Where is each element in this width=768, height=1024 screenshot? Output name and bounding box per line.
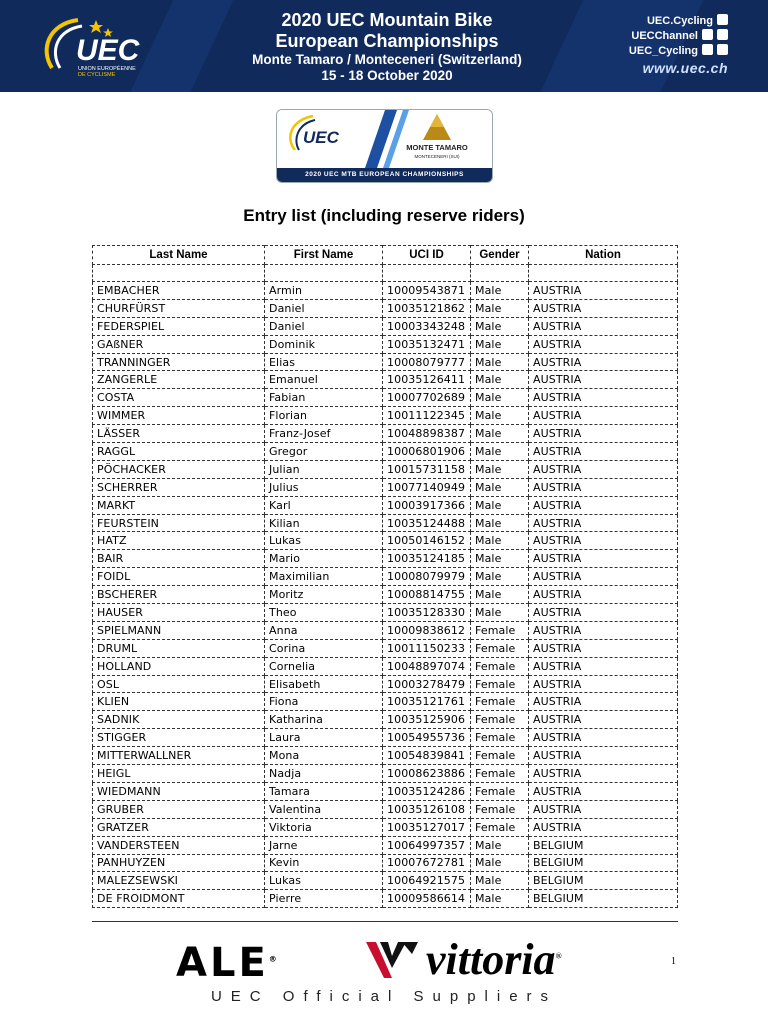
cell-nation: AUSTRIA (529, 443, 678, 461)
cell-uci-id: 10008079777 (383, 353, 471, 371)
cell-first-name: Lukas (265, 872, 383, 890)
cell-last-name: GAßNER (93, 335, 265, 353)
cell-nation: AUSTRIA (529, 371, 678, 389)
cell-first-name: Fabian (265, 389, 383, 407)
cell-nation: AUSTRIA (529, 425, 678, 443)
cell-nation: AUSTRIA (529, 496, 678, 514)
table-row (93, 407, 678, 425)
cell-last-name: BSCHERER (93, 586, 265, 604)
cell-first-name: Katharina (265, 711, 383, 729)
sponsor-ale-logo: ALE® (176, 940, 280, 986)
cell-last-name: WIEDMANN (93, 782, 265, 800)
page-title: Entry list (including reserve riders) (243, 206, 525, 225)
cell-uci-id: 10006801906 (383, 443, 471, 461)
cell-uci-id: 10035124185 (383, 550, 471, 568)
cell-nation: AUSTRIA (529, 389, 678, 407)
event-dates: 15 - 18 October 2020 (321, 68, 453, 83)
cell-gender: Female (471, 818, 529, 836)
event-title-line2: European Championships (275, 31, 499, 51)
cell-last-name: PÖCHACKER (93, 460, 265, 478)
cell-uci-id: 10009586614 (383, 890, 471, 908)
instagram-icon (717, 44, 728, 55)
cell-gender: Female (471, 800, 529, 818)
table-row (93, 514, 678, 532)
cell-nation: AUSTRIA (529, 604, 678, 622)
cell-last-name: LÄSSER (93, 425, 265, 443)
table-row (93, 782, 678, 800)
cell-last-name: ZANGERLE (93, 371, 265, 389)
cell-last-name: SPIELMANN (93, 621, 265, 639)
table-row (93, 639, 678, 657)
cell-uci-id: 10009543871 (383, 282, 471, 300)
cell-gender: Male (471, 872, 529, 890)
sponsor-vittoria-logo: vittoria® (426, 935, 562, 984)
event-logo (276, 109, 493, 183)
table-row (93, 586, 678, 604)
cell-gender: Male (471, 371, 529, 389)
cell-gender: Male (471, 353, 529, 371)
cell-nation: BELGIUM (529, 836, 678, 854)
cell-first-name: Mona (265, 747, 383, 765)
cell-uci-id: 10007702689 (383, 389, 471, 407)
table-row (93, 550, 678, 568)
event-heading (222, 10, 552, 84)
cell-last-name: SADNIK (93, 711, 265, 729)
cell-last-name: WIMMER (93, 407, 265, 425)
event-logo-banner: 2020 UEC MTB EUROPEAN CHAMPIONSHIPS (277, 168, 492, 182)
cell-uci-id: 10035121862 (383, 299, 471, 317)
cell-last-name: VANDERSTEEN (93, 836, 265, 854)
uec-logo-sub1: UNION EUROPÉENNE (78, 66, 136, 72)
cell-first-name: Jarne (265, 836, 383, 854)
cell-nation: AUSTRIA (529, 675, 678, 693)
cell-gender: Male (471, 604, 529, 622)
cell-gender: Female (471, 729, 529, 747)
cell-last-name: TRANNINGER (93, 353, 265, 371)
table-row (93, 729, 678, 747)
cell-gender: Male (471, 282, 529, 300)
cell-gender: Male (471, 443, 529, 461)
cell-first-name: Julian (265, 460, 383, 478)
page-number: 1 (671, 956, 676, 967)
twitter-icon (702, 44, 713, 55)
cell-gender: Female (471, 747, 529, 765)
cell-gender: Male (471, 425, 529, 443)
cell-last-name: RAGGL (93, 443, 265, 461)
table-row (93, 836, 678, 854)
cell-first-name: Laura (265, 729, 383, 747)
cell-last-name: HAUSER (93, 604, 265, 622)
cell-first-name: Moritz (265, 586, 383, 604)
cell-nation: AUSTRIA (529, 532, 678, 550)
cell-first-name: Maximilian (265, 568, 383, 586)
cell-first-name: Anna (265, 621, 383, 639)
cell-uci-id: 10035127017 (383, 818, 471, 836)
cell-last-name: GRATZER (93, 818, 265, 836)
cell-nation: AUSTRIA (529, 729, 678, 747)
cell-uci-id: 10035126411 (383, 371, 471, 389)
cell-first-name: Daniel (265, 299, 383, 317)
cell-last-name: MITTERWALLNER (93, 747, 265, 765)
cell-nation: AUSTRIA (529, 747, 678, 765)
cell-last-name: COSTA (93, 389, 265, 407)
cell-gender: Female (471, 675, 529, 693)
cell-first-name: Daniel (265, 317, 383, 335)
cell-first-name: Kilian (265, 514, 383, 532)
cell-uci-id: 10048898387 (383, 425, 471, 443)
suppliers-tagline: UEC Official Suppliers (210, 988, 558, 1005)
cell-first-name: Lukas (265, 532, 383, 550)
cell-nation: AUSTRIA (529, 818, 678, 836)
cell-gender: Male (471, 407, 529, 425)
cell-uci-id: 10035128330 (383, 604, 471, 622)
uec-logo (38, 14, 178, 80)
cell-first-name: Fiona (265, 693, 383, 711)
cell-nation: AUSTRIA (529, 407, 678, 425)
facebook-link[interactable]: UEC.Cycling (629, 14, 728, 29)
cell-last-name: HEIGL (93, 765, 265, 783)
table-row (93, 568, 678, 586)
cell-nation: BELGIUM (529, 890, 678, 908)
cell-first-name: Julius (265, 478, 383, 496)
table-row (93, 389, 678, 407)
cell-gender: Male (471, 550, 529, 568)
social-links (629, 14, 728, 76)
event-logo-place: MONTECENERI (SUI) (414, 154, 460, 159)
cell-uci-id: 10015731158 (383, 460, 471, 478)
cell-first-name: Pierre (265, 890, 383, 908)
table-row (93, 317, 678, 335)
cell-last-name: SCHERRER (93, 478, 265, 496)
instagram-icon (717, 29, 728, 40)
cell-nation: AUSTRIA (529, 353, 678, 371)
table-row (93, 693, 678, 711)
event-logo-graphic (277, 110, 492, 168)
column-header-gender: Gender (471, 246, 529, 265)
cell-last-name: BAIR (93, 550, 265, 568)
cell-gender: Female (471, 693, 529, 711)
cell-nation: AUSTRIA (529, 800, 678, 818)
cell-uci-id: 10003343248 (383, 317, 471, 335)
table-row (93, 282, 678, 300)
cell-gender: Male (471, 335, 529, 353)
cell-nation: AUSTRIA (529, 765, 678, 783)
column-header-first-name: First Name (265, 246, 383, 265)
header-banner (0, 0, 768, 92)
table-body (93, 265, 678, 908)
cell-nation: AUSTRIA (529, 621, 678, 639)
table-row (93, 532, 678, 550)
table-row (93, 496, 678, 514)
cell-uci-id: 10035121761 (383, 693, 471, 711)
cell-gender: Female (471, 639, 529, 657)
uec-logo-text: UEC (76, 34, 140, 67)
cell-first-name: Dominik (265, 335, 383, 353)
cell-nation: AUSTRIA (529, 282, 678, 300)
cell-gender: Male (471, 496, 529, 514)
cell-last-name: MARKT (93, 496, 265, 514)
table-row (93, 711, 678, 729)
facebook-icon (717, 14, 728, 25)
cell-uci-id: 10011150233 (383, 639, 471, 657)
cell-gender: Female (471, 711, 529, 729)
cell-gender: Male (471, 586, 529, 604)
cell-gender: Female (471, 765, 529, 783)
cell-last-name: OSL (93, 675, 265, 693)
event-title-line1: 2020 UEC Mountain Bike (281, 10, 493, 30)
cell-uci-id: 10054839841 (383, 747, 471, 765)
uec-logo-sub2: DE CYCLISME (78, 72, 116, 78)
cell-uci-id: 10035124286 (383, 782, 471, 800)
table-row (93, 425, 678, 443)
cell-last-name: HOLLAND (93, 657, 265, 675)
cell-uci-id: 10003278479 (383, 675, 471, 693)
cell-nation: AUSTRIA (529, 478, 678, 496)
cell-first-name: Armin (265, 282, 383, 300)
table-row (93, 604, 678, 622)
cell-first-name: Kevin (265, 854, 383, 872)
cell-uci-id: 10003917366 (383, 496, 471, 514)
cell-nation: AUSTRIA (529, 586, 678, 604)
cell-nation: AUSTRIA (529, 657, 678, 675)
cell-nation: AUSTRIA (529, 639, 678, 657)
cell-gender: Male (471, 854, 529, 872)
cell-last-name: FOIDL (93, 568, 265, 586)
cell-gender: Male (471, 532, 529, 550)
cell-gender: Female (471, 782, 529, 800)
cell-last-name: KLIEN (93, 693, 265, 711)
event-logo-uec: UEC (303, 128, 339, 147)
event-location: Monte Tamaro / Monteceneri (Switzerland) (252, 52, 522, 67)
cell-last-name: GRUBER (93, 800, 265, 818)
cell-nation: AUSTRIA (529, 782, 678, 800)
table-row (93, 443, 678, 461)
cell-first-name: Elisabeth (265, 675, 383, 693)
cell-first-name: Elias (265, 353, 383, 371)
table-row (93, 890, 678, 908)
table-row (93, 818, 678, 836)
cell-gender: Male (471, 890, 529, 908)
cell-first-name: Theo (265, 604, 383, 622)
cell-nation: AUSTRIA (529, 550, 678, 568)
cell-first-name: Tamara (265, 782, 383, 800)
cell-gender: Male (471, 317, 529, 335)
cell-gender: Male (471, 478, 529, 496)
cell-first-name: Franz-Josef (265, 425, 383, 443)
cell-nation: AUSTRIA (529, 317, 678, 335)
cell-nation: AUSTRIA (529, 335, 678, 353)
cell-nation: AUSTRIA (529, 711, 678, 729)
footer-divider (92, 921, 678, 922)
cell-uci-id: 10008079979 (383, 568, 471, 586)
table-row (93, 872, 678, 890)
cell-last-name: FEURSTEIN (93, 514, 265, 532)
column-header-uci-id: UCI ID (383, 246, 471, 265)
table-row (93, 478, 678, 496)
table-header-row (93, 246, 678, 265)
twitter-link[interactable]: UEC_Cycling (629, 44, 728, 59)
cell-first-name: Mario (265, 550, 383, 568)
cell-uci-id: 10077140949 (383, 478, 471, 496)
cell-uci-id: 10064921575 (383, 872, 471, 890)
cell-uci-id: 10035132471 (383, 335, 471, 353)
cell-gender: Male (471, 514, 529, 532)
cell-uci-id: 10035126108 (383, 800, 471, 818)
cell-uci-id: 10011122345 (383, 407, 471, 425)
column-header-last-name: Last Name (93, 246, 265, 265)
youtube-icon (702, 29, 713, 40)
cell-first-name: Karl (265, 496, 383, 514)
cell-last-name: EMBACHER (93, 282, 265, 300)
cell-uci-id: 10054955736 (383, 729, 471, 747)
cell-first-name: Viktoria (265, 818, 383, 836)
cell-uci-id: 10009838612 (383, 621, 471, 639)
event-logo-mountain: MONTE TAMARO (406, 143, 468, 152)
entry-table (92, 245, 678, 908)
table-row (93, 765, 678, 783)
cell-gender: Male (471, 460, 529, 478)
table-row (93, 854, 678, 872)
cell-gender: Male (471, 836, 529, 854)
cell-uci-id: 10035124488 (383, 514, 471, 532)
cell-uci-id: 10064997357 (383, 836, 471, 854)
table-row (93, 747, 678, 765)
table-row (93, 371, 678, 389)
cell-nation: BELGIUM (529, 854, 678, 872)
table-row (93, 460, 678, 478)
cell-first-name: Nadja (265, 765, 383, 783)
cell-nation: AUSTRIA (529, 299, 678, 317)
cell-first-name: Cornelia (265, 657, 383, 675)
cell-last-name: DE FROIDMONT (93, 890, 265, 908)
table-row (93, 675, 678, 693)
cell-first-name: Gregor (265, 443, 383, 461)
cell-first-name: Valentina (265, 800, 383, 818)
cell-gender: Male (471, 299, 529, 317)
table-row (93, 299, 678, 317)
cell-uci-id: 10008814755 (383, 586, 471, 604)
table-row (93, 335, 678, 353)
cell-last-name: FEDERSPIEL (93, 317, 265, 335)
cell-nation: AUSTRIA (529, 514, 678, 532)
cell-gender: Female (471, 657, 529, 675)
cell-first-name: Emanuel (265, 371, 383, 389)
cell-nation: AUSTRIA (529, 568, 678, 586)
cell-uci-id: 10007672781 (383, 854, 471, 872)
table-row (93, 657, 678, 675)
cell-last-name: PANHUYZEN (93, 854, 265, 872)
column-header-nation: Nation (529, 246, 678, 265)
cell-gender: Female (471, 621, 529, 639)
youtube-link[interactable]: UECChannel (629, 29, 728, 44)
cell-uci-id: 10050146152 (383, 532, 471, 550)
table-row (93, 353, 678, 371)
cell-nation: BELGIUM (529, 872, 678, 890)
cell-last-name: MALEZSEWSKI (93, 872, 265, 890)
cell-uci-id: 10008623886 (383, 765, 471, 783)
cell-first-name: Corina (265, 639, 383, 657)
cell-first-name: Florian (265, 407, 383, 425)
cell-last-name: CHURFÜRST (93, 299, 265, 317)
vittoria-mark-icon (362, 934, 428, 982)
cell-gender: Male (471, 389, 529, 407)
table-row (93, 621, 678, 639)
cell-last-name: HATZ (93, 532, 265, 550)
table-spacer-row (93, 265, 678, 282)
cell-nation: AUSTRIA (529, 693, 678, 711)
cell-uci-id: 10035125906 (383, 711, 471, 729)
cell-uci-id: 10048897074 (383, 657, 471, 675)
cell-last-name: STIGGER (93, 729, 265, 747)
table-row (93, 800, 678, 818)
website-link[interactable]: www.uec.ch (642, 60, 728, 76)
cell-gender: Male (471, 568, 529, 586)
cell-nation: AUSTRIA (529, 460, 678, 478)
cell-last-name: DRUML (93, 639, 265, 657)
